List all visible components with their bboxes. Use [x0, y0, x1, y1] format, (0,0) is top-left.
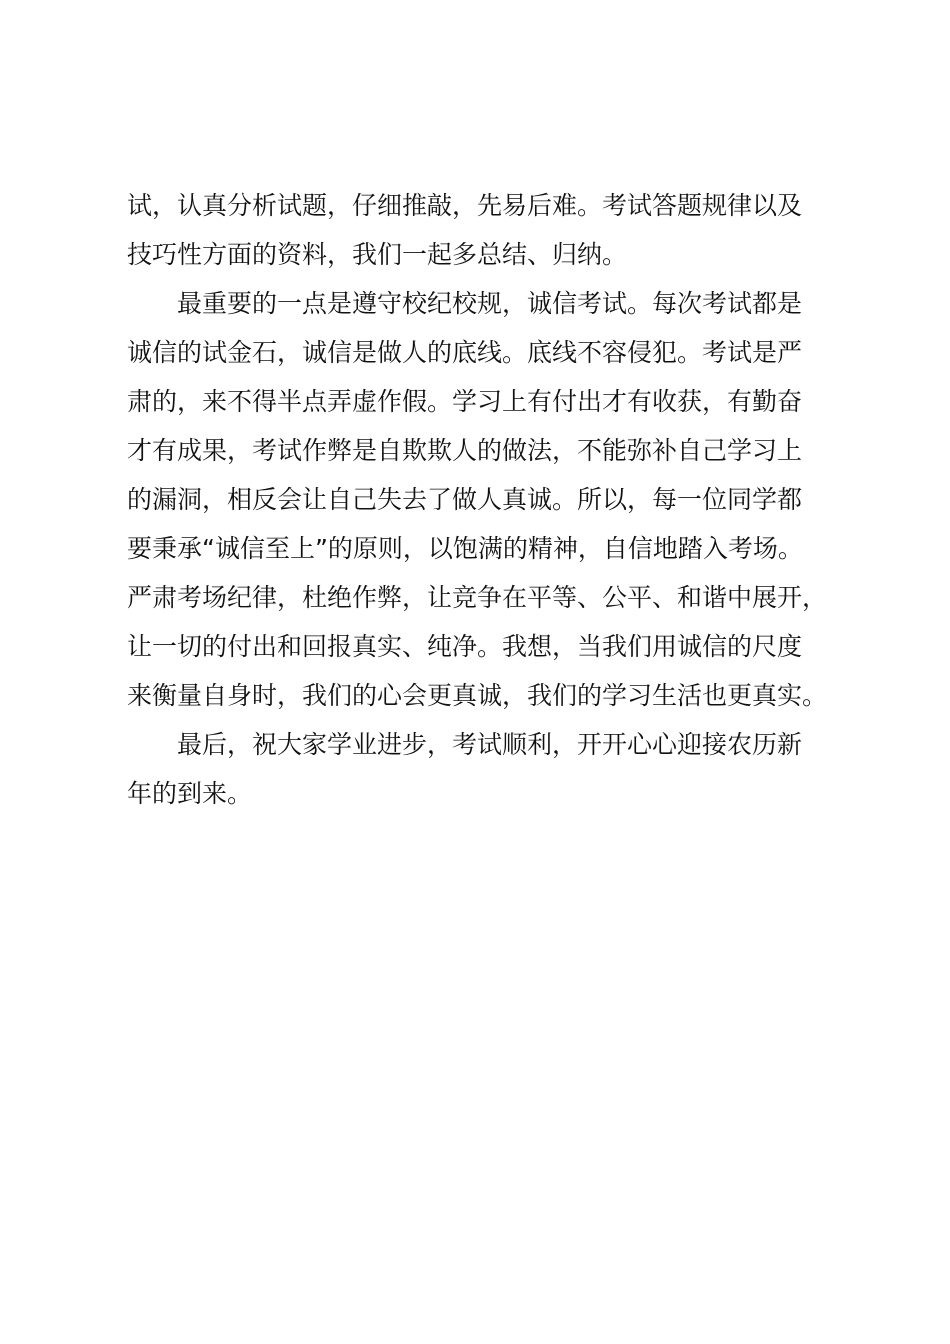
text-line: 来衡量自身时，我们的心会更真诚，我们的学习生活也更真实。 — [127, 681, 828, 710]
paragraph — [127, 720, 857, 818]
text-line: 才有成果，考试作弊是自欺欺人的做法，不能弥补自己学习上 — [127, 436, 803, 465]
text-line: 诚信的试金石，诚信是做人的底线。底线不容侵犯。考试是严 — [127, 338, 803, 367]
text-line: 年的到来。 — [127, 779, 253, 808]
body-text — [127, 181, 857, 818]
text-line: 最后，祝大家学业进步，考试顺利，开开心心迎接农历新 — [177, 730, 803, 759]
text-line: 技巧性方面的资料，我们一起多总结、归纳。 — [127, 240, 628, 269]
text-line: 试，认真分析试题，仔细推敲，先易后难。考试答题规律以及 — [127, 191, 803, 220]
text-line: 最重要的一点是遵守校纪校规，诚信考试。每次考试都是 — [177, 289, 803, 318]
text-line: 严肃考场纪律，杜绝作弊，让竞争在平等、公平、和谐中展开， — [127, 583, 828, 612]
text-line: 要秉承“诚信至上”的原则，以饱满的精神，自信地踏入考场。 — [127, 534, 803, 563]
paragraph — [127, 181, 857, 279]
text-line: 让一切的付出和回报真实、纯净。我想，当我们用诚信的尺度 — [127, 632, 803, 661]
paragraph — [127, 279, 857, 720]
text-line: 的漏洞，相反会让自己失去了做人真诚。所以，每一位同学都 — [127, 485, 803, 514]
text-line: 肃的，来不得半点弄虚作假。学习上有付出才有收获，有勤奋 — [127, 387, 803, 416]
